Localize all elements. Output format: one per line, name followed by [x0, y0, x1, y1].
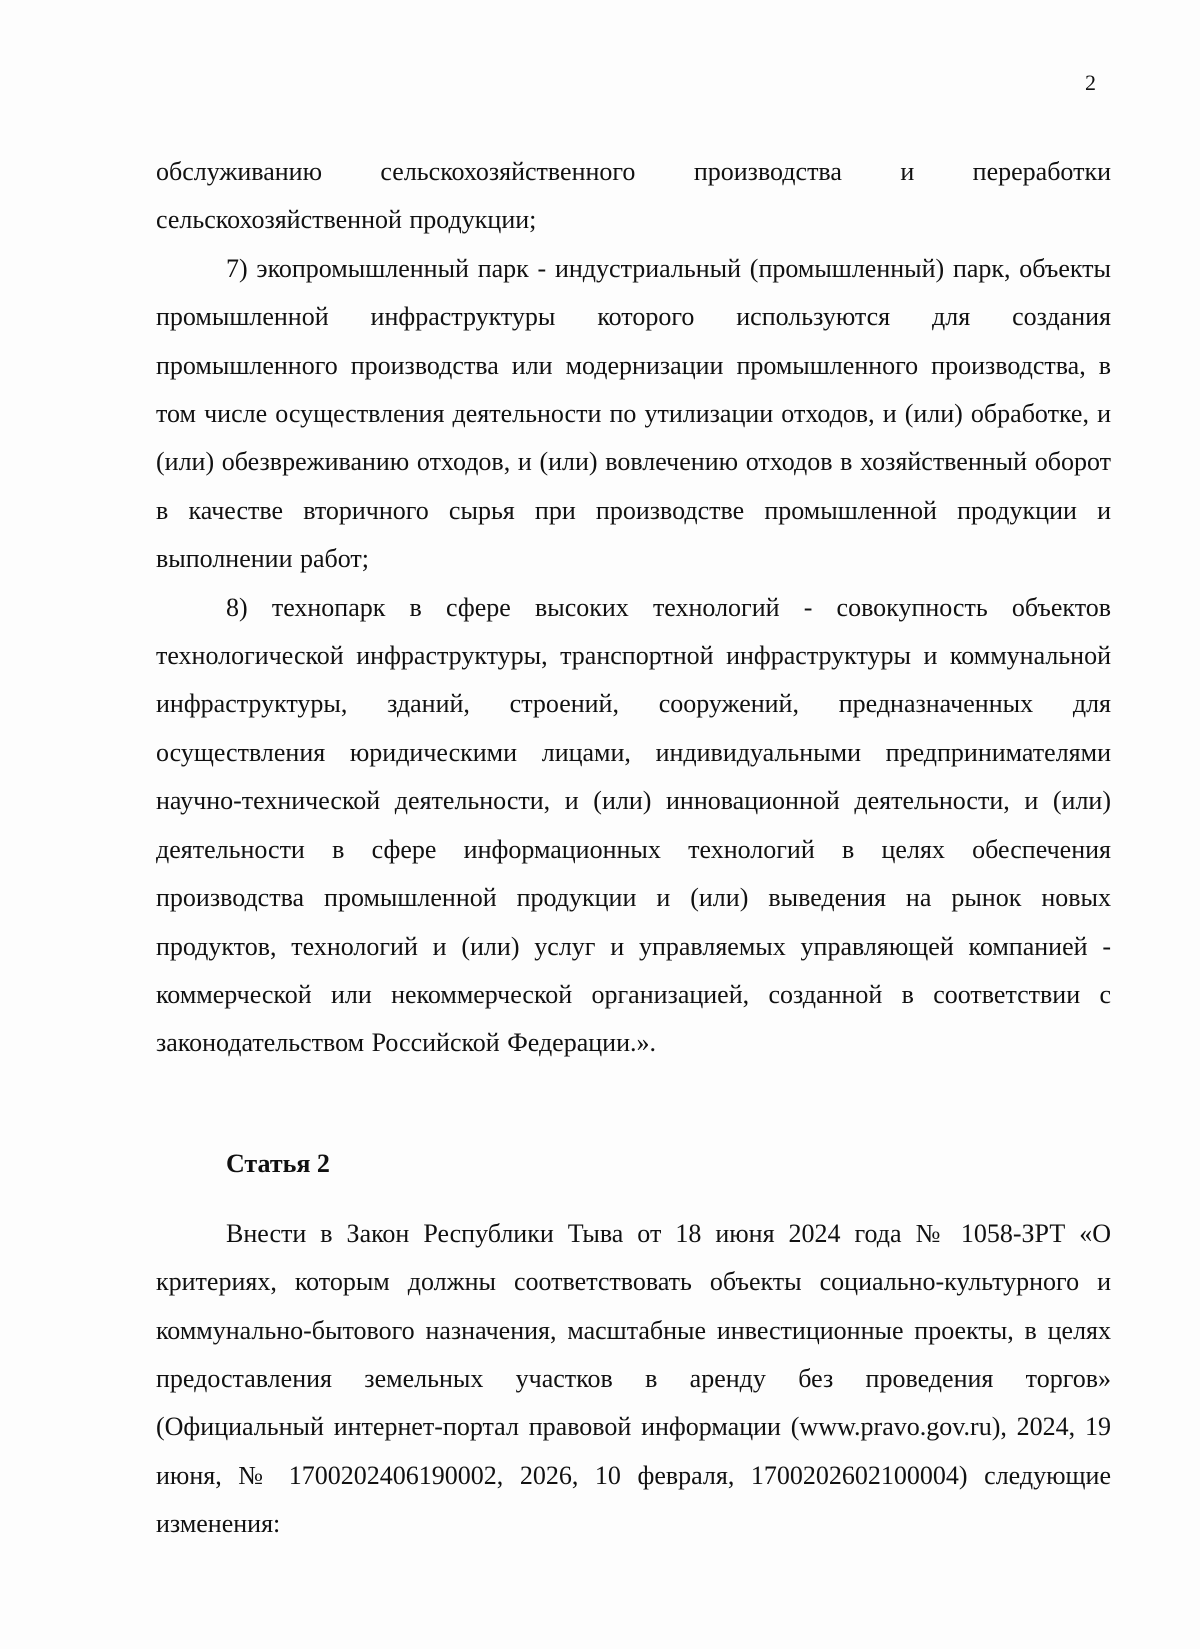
article-heading: Статья 2: [226, 1148, 330, 1178]
page-number: 2: [1085, 70, 1096, 95]
article-text: Внести в Закон Республики Тыва от 18 июня 2024 года № 1058-ЗРТ «О критериях, которым должны соответствовать объекты социально-культурного и коммунально-бытового назначения, масштабные инвестиционные проекты, в целях предоставления земельных участков в аренду без проведения торгов» (Официальный интернет-портал правовой информации (www.pravo.gov.ru), 2024, 19 июня, № 1700202406190002, 2026, 10 февраля, 1700202602100004) следующие изменения:: [156, 1218, 1111, 1539]
paragraph-item-7: 7) экопромышленный парк - индустриальный (промышленный) парк, объекты промышленной инфраструктуры которого используются для создания промышленного производства или модернизации промышленного производства, в том числе осуществления деятельности по утилизации отходов, и (или) обработке, и (или) обезвреживанию отходов, и (или) вовлечению отходов в хозяйственный оборот в качестве вторичного сырья при производстве промышленной продукции и выполнении работ;: [156, 253, 1111, 574]
paragraph-item-8: 8) технопарк в сфере высоких технологий - совокупность объектов технологической инфраструктуры, транспортной инфраструктуры и коммунальной инфраструктуры, зданий, строений, сооружений, предназначенных для осуществления юридическими лицами, индивидуальными предпринимателями научно-технической деятельности, и (или) инновационной деятельности, и (или) деятельности в сфере информационных технологий в целях обеспечения производства промышленной продукции и (или) выведения на рынок новых продуктов, технологий и (или) услуг и управляемых управляющей компанией - коммерческой или некоммерческой организацией, созданной в соответствии с законодательством Российской Федерации.».: [156, 592, 1111, 1058]
paragraph-continuation: обслуживанию сельскохозяйственного производства и переработки сельскохозяйственной продукции;: [156, 157, 1111, 235]
document-body: [156, 148, 1111, 1549]
